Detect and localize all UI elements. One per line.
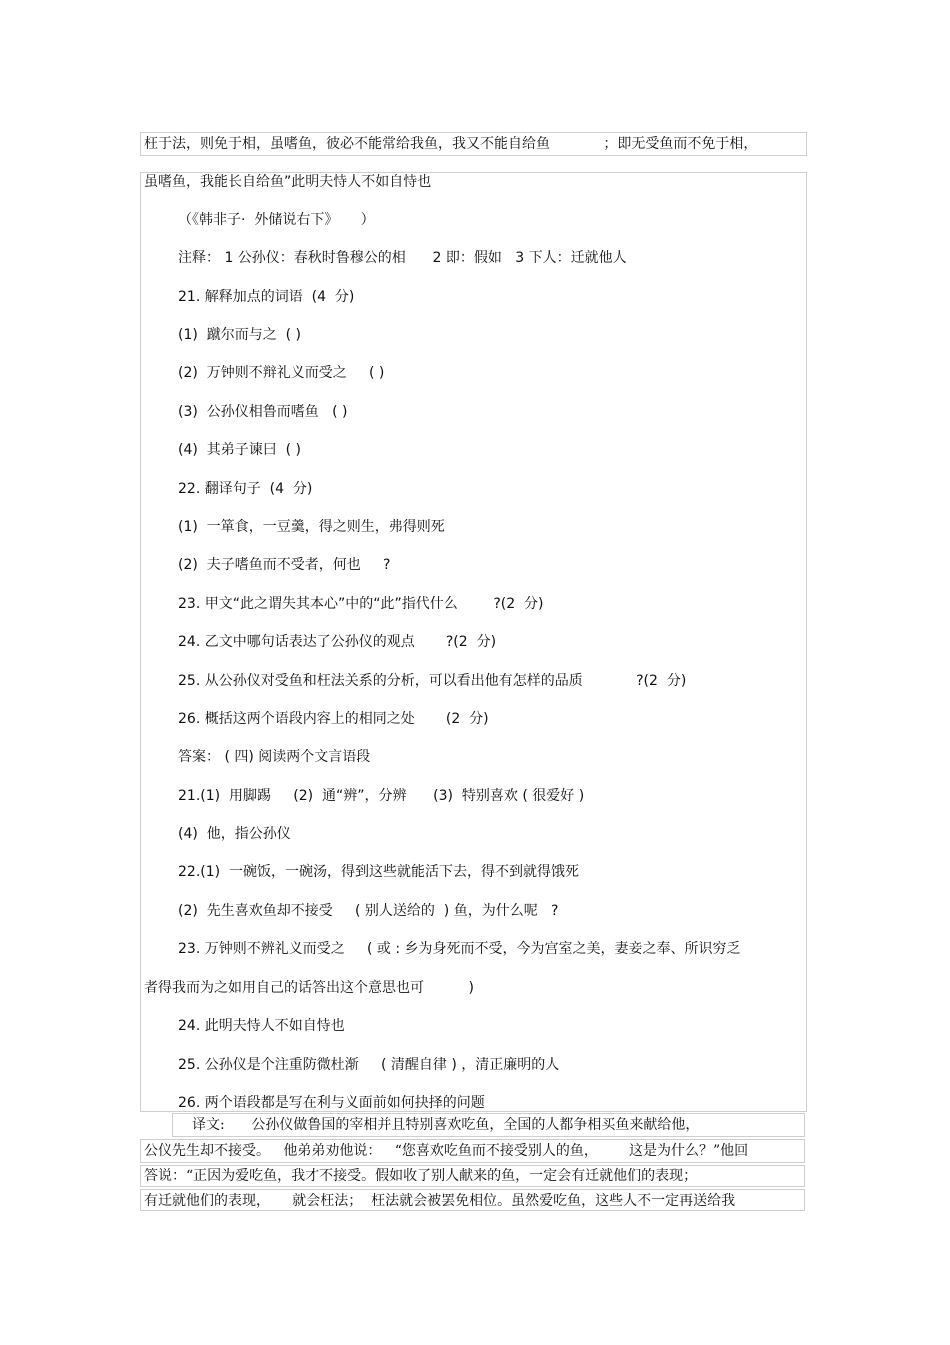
answer-25: 25. 公孙仪是个注重防微杜渐 ( 清醒自律 ) ，清正廉明的人	[178, 1057, 560, 1073]
translation-line-4: 有迁就他们的表现， 就会枉法； 枉法就会被罢免相位。虽然爱吃鱼，这些人不一定再送给我	[144, 1193, 736, 1209]
answer-23: 23. 万钟则不辨礼义而受之 ( 或 : 乡为身死而不受，今为宫室之美，妻妾之奉、所识穷乏	[178, 941, 741, 957]
answer-21: 21.(1) 用脚踢 (2) 通“辨”，分辨 (3) 特别喜欢 ( 很爱好 )	[178, 788, 585, 804]
answer-24: 24. 此明夫恃人不如自恃也	[178, 1018, 345, 1034]
question-21-1: (1) 蹴尔而与之 ( )	[178, 327, 302, 343]
answer-22-2: (2) 先生喜欢鱼却不接受 ( 别人送给的 ) 鱼，为什么呢 ?	[178, 903, 559, 919]
question-22-1: (1) 一箪食，一豆羹，得之则生，弗得则死	[178, 519, 445, 535]
question-21: 21. 解释加点的词语 (4 分)	[178, 289, 355, 305]
question-22: 22. 翻译句子 (4 分)	[178, 481, 313, 497]
passage-line-2: 虽嗜鱼，我能长自给鱼”此明夫恃人不如自恃也	[144, 174, 432, 190]
question-21-2: (2) 万钟则不辩礼义而受之 ( )	[178, 365, 385, 381]
source-citation: （《韩非子· 外储说右下》 ）	[178, 212, 375, 228]
question-24: 24. 乙文中哪句话表达了公孙仪的观点 ?(2 分)	[178, 634, 497, 650]
answer-22-1: 22.(1) 一碗饭，一碗汤，得到这些就能活下去，得不到就得饿死	[178, 864, 579, 880]
answer-heading: 答案： ( 四) 阅读两个文言语段	[178, 749, 371, 765]
question-25: 25. 从公孙仪对受鱼和枉法关系的分析，可以看出他有怎样的品质 ?(2 分)	[178, 673, 687, 689]
answer-23-cont: 者得我而为之如用自己的话答出这个意思也可 )	[144, 980, 474, 996]
answer-26: 26. 两个语段都是写在利与义面前如何抉择的问题	[178, 1095, 485, 1111]
question-23: 23. 甲文“此之谓失其本心”中的“此”指代什么 ?(2 分)	[178, 596, 544, 612]
translation-line-1: 译文: 公孙仪做鲁国的宰相并且特别喜欢吃鱼，全国的人都争相买鱼来献给他，	[192, 1117, 700, 1133]
translation-line-2: 公仪先生却不接受。 他弟弟劝他说： “您喜欢吃鱼而不接受别人的鱼， 这是为什么？”他回	[144, 1143, 749, 1159]
passage-line-1: 枉于法，则免于相，虽嗜鱼，彼必不能常给我鱼，我又不能自给鱼 ；即无受鱼而不免于相，	[144, 136, 758, 152]
translation-line-3: 答说：“正因为爱吃鱼，我才不接受。假如收了别人献来的鱼，一定会有迁就他们的表现；	[144, 1168, 698, 1184]
question-21-3: (3) 公孙仪相鲁而嗜鱼 ( )	[178, 404, 348, 420]
question-26: 26. 概括这两个语段内容上的相同之处 (2 分)	[178, 711, 489, 727]
annotation-notes: 注释： 1 公孙仪：春秋时鲁穆公的相 2 即：假如 3 下人：迁就他人	[178, 250, 627, 266]
question-21-4: (4) 其弟子谏曰 ( )	[178, 442, 302, 458]
answer-21-4: (4) 他，指公孙仪	[178, 826, 291, 842]
question-22-2: (2) 夫子嗜鱼而不受者，何也 ?	[178, 557, 391, 573]
